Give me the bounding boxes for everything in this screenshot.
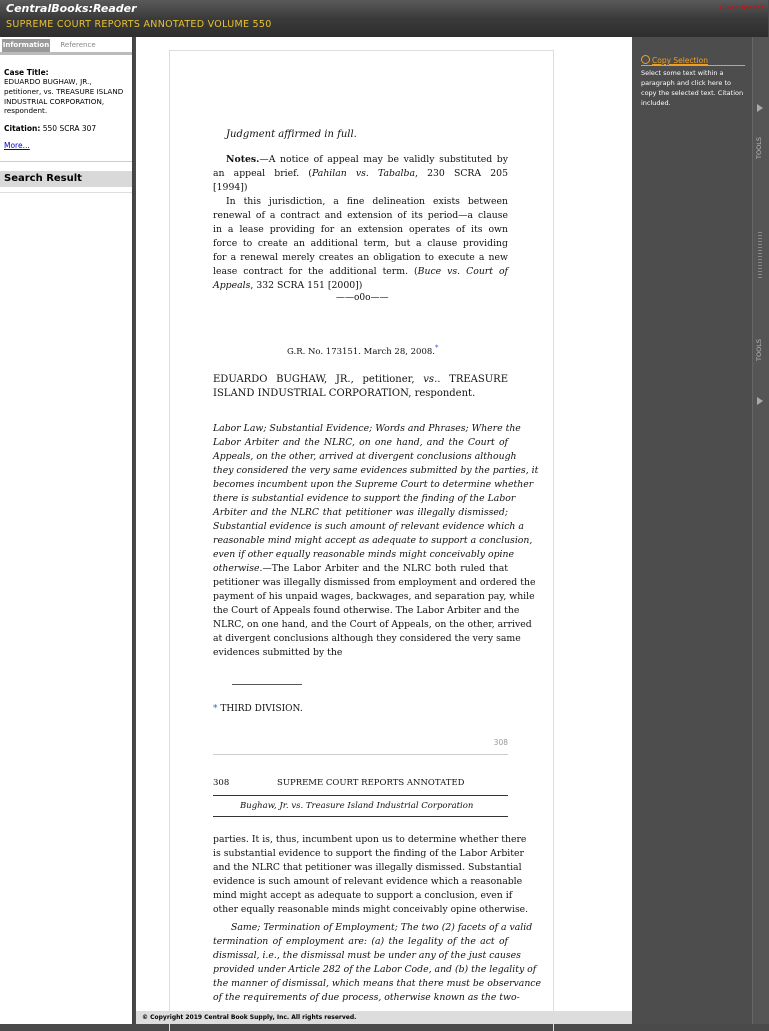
notes-line xyxy=(213,266,508,277)
running-header-title: SUPREME COURT REPORTS ANNOTATED xyxy=(277,778,465,788)
page-number: 308 xyxy=(493,738,508,747)
notes-text: , 332 SCRA 151 [2000]) xyxy=(250,280,363,291)
copy-selection-button[interactable] xyxy=(641,55,708,65)
notes-line: for a renewal merely creates an obligation to execute a new xyxy=(213,252,508,263)
case-ref: Pahilan vs. Tabalba xyxy=(311,168,415,179)
resize-grip-icon[interactable] xyxy=(758,232,762,280)
citation-label: Citation: xyxy=(4,124,41,133)
body-line: mind might accept as adequate to support a conclusion, even if xyxy=(213,890,513,901)
notes-text: In this jurisdiction, a fine delineation exists between xyxy=(226,196,508,207)
expand-arrow-icon[interactable] xyxy=(757,397,763,405)
search-divider xyxy=(0,192,132,193)
tools-tab-label[interactable]: TOOLS xyxy=(755,339,763,361)
copyright-footer: © Copyright 2019 Central Book Supply, Inc. All rights reserved. xyxy=(136,1011,632,1024)
parties-line: ISLAND INDUSTRIAL CORPORATION, respondent. xyxy=(213,388,476,399)
body-line: is substantial evidence to support the finding of the Labor Arbiter xyxy=(213,848,524,859)
running-page-number: 308 xyxy=(213,778,230,788)
close-reader-link[interactable]: Close reader xyxy=(719,4,764,12)
citation-value: 550 SCRA 307 xyxy=(42,124,97,133)
app-title: CentralBooks:Reader xyxy=(6,2,137,15)
syllabus-italic-end: otherwise. xyxy=(213,563,263,574)
copy-description: Select some text within a paragraph and click here to copy the selected text. Citation included. xyxy=(641,69,744,107)
notes-line: force to create an additional term, but a clause providing xyxy=(213,238,508,249)
tools-rail xyxy=(752,37,769,1024)
notes-line: [1994]) xyxy=(213,182,248,193)
footnote xyxy=(213,704,303,714)
parties-text: EDUARDO BUGHAW, JR., petitioner, xyxy=(213,374,424,385)
syllabus-line: NLRC, on one hand, and the Court of Appeals, on the other, arrived xyxy=(213,619,532,630)
syllabus-line: the Court of Appeals found otherwise. The Labor Arbiter and the xyxy=(213,605,520,616)
syllabus-line: payment of his unpaid wages, backwages, and separation pay, while xyxy=(213,591,535,602)
footnote-text: THIRD DIVISION. xyxy=(220,704,303,714)
citation-row xyxy=(4,124,96,133)
syllabus-line: evidences submitted by the xyxy=(213,647,343,658)
body-text: Same; Termination of Employment; The two (2) facets of a valid xyxy=(231,922,533,933)
case-ref: Appeals xyxy=(213,280,251,291)
notes-line: renewal of a contract and extension of its period—a clause xyxy=(213,210,508,221)
syllabus-line: Arbiter and the NLRC that petitioner was illegally dismissed; xyxy=(213,507,508,518)
syllabus-line: reasonable mind might accept as adequate to support a conclusion, xyxy=(213,535,533,546)
notes-line xyxy=(213,280,362,291)
body-line: the manner of dismissal, which means that there must be observance xyxy=(213,978,542,989)
parties-vs: vs. xyxy=(423,374,438,385)
notes-line xyxy=(213,168,508,179)
body-line: of the requirements of due process, otherwise known as the two- xyxy=(213,992,520,1003)
tools-tab-label[interactable]: TOOLS xyxy=(755,137,763,159)
syllabus-line: even if other equally reasonable minds might conceivably opine xyxy=(213,549,514,560)
running-title: Bughaw, Jr. vs. Treasure Island Industrial Corporation xyxy=(240,801,474,811)
body-line: evidence is such amount of relevant evidence which a reasonable xyxy=(213,876,523,887)
document-viewer[interactable] xyxy=(136,37,632,1011)
syllabus-line xyxy=(213,563,508,574)
copy-divider xyxy=(641,65,745,66)
syllabus-line: Appeals, on the other, arrived at divergent conclusions although xyxy=(213,451,517,462)
syllabus-text: —The Labor Arbiter and the NLRC both ruled that xyxy=(262,563,508,574)
case-ref: Buce vs. Court of xyxy=(417,266,508,277)
left-panel xyxy=(0,37,134,1024)
case-info-box xyxy=(0,55,132,162)
body-line: and the NLRC that petitioner was illegally dismissed. Substantial xyxy=(213,862,522,873)
notes-line xyxy=(213,154,508,165)
notes-line xyxy=(213,196,508,207)
syllabus-line: they considered the very same evidences submitted by the parties, it xyxy=(213,465,539,476)
gr-text: G.R. No. 173151. March 28, 2008. xyxy=(287,346,435,357)
body-line xyxy=(213,922,533,933)
syllabus-line: becomes incumbent upon the Supreme Court to determine whether xyxy=(213,479,534,490)
tools-panel xyxy=(632,37,752,1024)
footnote-marker[interactable]: * xyxy=(213,704,218,714)
page-break xyxy=(213,754,508,755)
tab-reference[interactable]: Reference xyxy=(60,41,96,49)
app-header xyxy=(0,0,768,37)
notes-text: —A notice of appeal may be validly substituted by xyxy=(259,154,508,165)
notes-heading: Notes. xyxy=(226,154,260,165)
body-line: provided under Article 282 of the Labor Code, and (b) the legality of xyxy=(213,964,537,975)
judgment-line: Judgment affirmed in full. xyxy=(226,129,357,140)
body-line: parties. It is, thus, incumbent upon us to determine whether there xyxy=(213,834,527,845)
parties-text: . TREASURE xyxy=(437,374,508,385)
copy-selection-label: Copy Selection xyxy=(652,56,708,65)
volume-title: SUPREME COURT REPORTS ANNOTATED VOLUME 550 xyxy=(6,19,272,30)
section-separator: ——o0o—— xyxy=(336,293,389,303)
case-title-label: Case Title: xyxy=(4,68,49,77)
syllabus-line: petitioner was illegally dismissed from employment and ordered the xyxy=(213,577,536,588)
notes-text: an appeal brief. ( xyxy=(213,168,312,179)
header-rule xyxy=(213,795,508,796)
gr-number xyxy=(287,344,438,357)
info-tabs xyxy=(0,37,132,54)
footnote-rule xyxy=(232,684,302,685)
copy-icon xyxy=(641,55,650,64)
more-link[interactable]: More... xyxy=(4,141,30,150)
syllabus-line: Labor Arbiter and the NLRC, on one hand, and the Court of xyxy=(213,437,508,448)
syllabus-line: Substantial evidence is such amount of relevant evidence which a xyxy=(213,521,524,532)
tab-information[interactable]: Information xyxy=(2,39,50,52)
notes-line: in a lease providing for an extension operates of its own xyxy=(213,224,508,235)
notes-text: lease contract for the additional term. ( xyxy=(213,266,418,277)
header-rule xyxy=(213,816,508,817)
document-page xyxy=(169,50,554,1031)
syllabus-line: at divergent conclusions although they considered the very same xyxy=(213,633,521,644)
search-result-header[interactable]: Search Result xyxy=(0,171,132,187)
notes-text: , 230 SCRA 205 xyxy=(415,168,509,179)
syllabus-line: Labor Law; Substantial Evidence; Words and Phrases; Where the xyxy=(213,423,521,434)
syllabus-line: there is substantial evidence to support the finding of the Labor xyxy=(213,493,516,504)
footnote-marker[interactable]: * xyxy=(434,344,439,352)
body-line: other equally reasonable minds might conceivably opine otherwise. xyxy=(213,904,529,915)
body-line: termination of employment are: (a) the legality of the act of xyxy=(213,936,508,947)
body-line: dismissal, i.e., the dismissal must be under any of the just causes xyxy=(213,950,521,961)
parties-line xyxy=(213,374,508,385)
expand-arrow-icon[interactable] xyxy=(757,104,763,112)
case-title-value: EDUARDO BUGHAW, JR., petitioner, vs. TREASURE ISLAND INDUSTRIAL CORPORATION, respondent. xyxy=(4,77,124,116)
